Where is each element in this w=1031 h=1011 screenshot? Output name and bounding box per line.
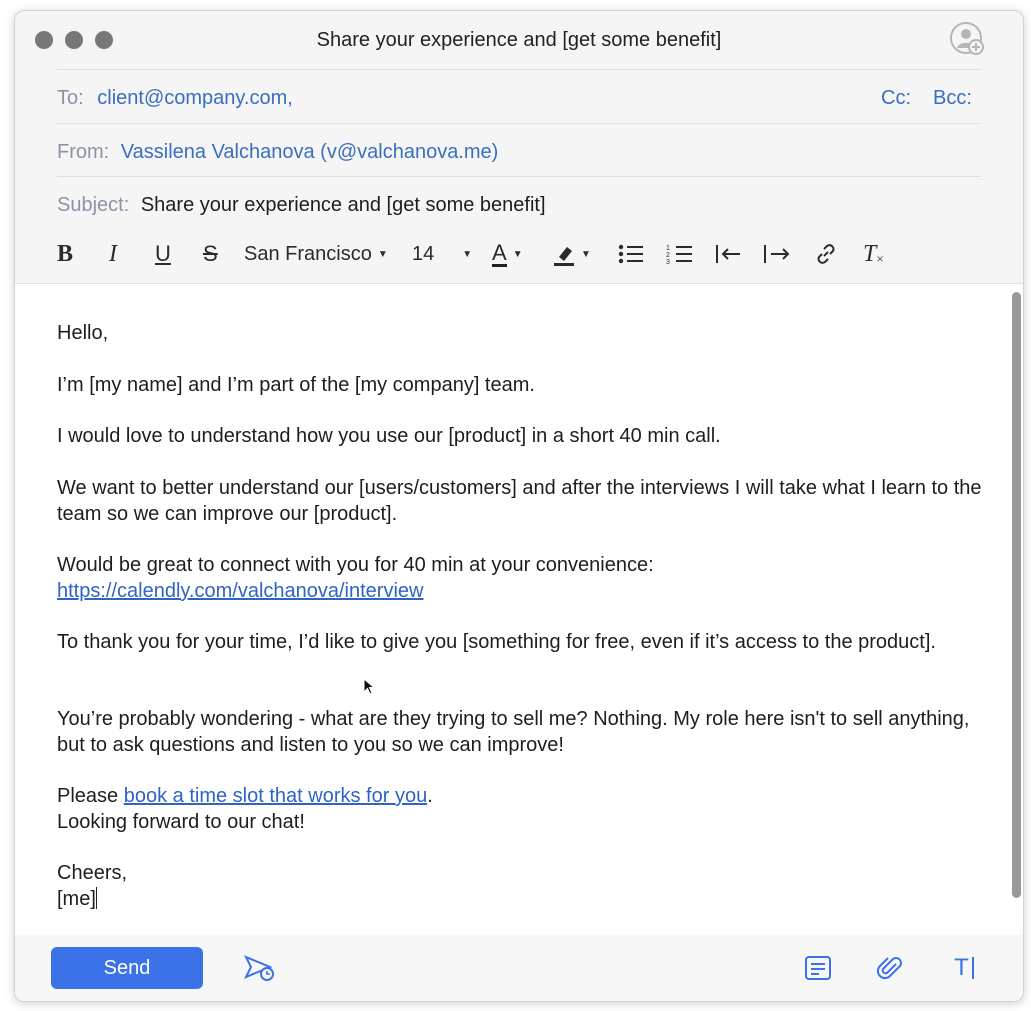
send-later-button[interactable] (243, 951, 277, 985)
bullet-list-icon (617, 242, 645, 266)
templates-button[interactable] (801, 951, 835, 985)
bullet-list-button[interactable] (617, 239, 645, 269)
attach-button[interactable] (873, 951, 907, 985)
paperclip-icon (876, 954, 904, 982)
title-bar (15, 11, 1023, 69)
body-paragraph: I’m [my name] and I’m part of the [my company] team. (57, 374, 535, 396)
body-paragraph: You’re probably wondering - what are they trying to sell me? Nothing. My role here isn't to sell anything, but to ask questions and listen to you so we can improve! (57, 708, 970, 756)
svg-text:2: 2 (666, 252, 670, 259)
insert-link-button[interactable] (813, 239, 839, 269)
compose-footer (15, 935, 1023, 1001)
add-contact-icon[interactable] (949, 21, 985, 57)
connect-text: Would be great to connect with you for 40 min at your convenience: (57, 554, 654, 576)
bcc-button[interactable]: Bcc: (933, 87, 972, 109)
from-row (57, 141, 498, 164)
chevron-down-icon: ▼ (377, 248, 388, 260)
body-paragraph (57, 783, 997, 835)
clear-formatting-icon: T (863, 240, 877, 267)
mouse-pointer-icon (363, 678, 375, 696)
bold-button[interactable]: B (57, 240, 74, 267)
text-color-button[interactable] (492, 239, 523, 269)
numbered-list-button[interactable] (666, 239, 694, 269)
to-row (57, 87, 293, 110)
text-format-icon: T (954, 954, 969, 981)
outdent-button[interactable] (713, 239, 743, 269)
compose-window (14, 10, 1024, 1002)
strikethrough-button[interactable]: S (203, 241, 218, 266)
from-label: From: (57, 141, 110, 163)
send-later-icon (243, 953, 277, 983)
svg-text:1: 1 (666, 245, 670, 252)
clear-formatting-button[interactable] (863, 239, 884, 269)
x-mark-icon: × (876, 251, 884, 266)
from-account-selector[interactable]: Vassilena Valchanova (v@valchanova.me) (120, 141, 499, 163)
body-paragraph: To thank you for your time, I’d like to give you [something for free, even if it’s access to the product]. (57, 631, 936, 653)
book-slot-link[interactable]: book a time slot that works for you (123, 785, 428, 807)
text-color-icon: A (492, 239, 507, 265)
subject-row (57, 194, 546, 217)
cc-button[interactable]: Cc: (881, 87, 911, 109)
to-recipient[interactable]: client@company.com, (97, 87, 293, 109)
font-size-select[interactable] (412, 239, 472, 269)
font-family-select[interactable] (244, 239, 388, 269)
subject-label: Subject: (57, 194, 130, 216)
numbered-list-icon (666, 242, 694, 266)
body-paragraph (57, 552, 997, 604)
signature-text: [me] (57, 888, 96, 910)
svg-text:3: 3 (666, 259, 670, 266)
please-text: Please (57, 785, 124, 807)
outdent-icon (713, 242, 743, 266)
subject-input[interactable]: Share your experience and [get some benefit] (140, 194, 546, 216)
indent-button[interactable] (761, 239, 791, 269)
format-toolbar (15, 229, 1023, 281)
body-greeting: Hello, (57, 322, 109, 344)
indent-icon (761, 242, 791, 266)
body-paragraph: I would love to understand how you use our [product] in a short 40 min call. (57, 425, 721, 447)
italic-button[interactable]: I (109, 240, 117, 267)
highlight-button[interactable] (551, 239, 591, 269)
window-title: Share your experience and [get some benefit] (316, 29, 722, 51)
to-label: To: (57, 87, 84, 109)
template-icon (804, 955, 832, 981)
underline-button[interactable]: U (155, 241, 171, 266)
body-signoff (57, 860, 997, 912)
period-text: . (427, 785, 433, 807)
text-caret (96, 887, 97, 909)
closing-line: Looking forward to our chat! (57, 811, 305, 833)
signoff-text: Cheers, (57, 862, 128, 884)
highlighter-icon (551, 241, 577, 267)
format-toggle-button[interactable] (947, 951, 981, 985)
calendly-link[interactable]: https://calendly.com/valchanova/interview (57, 580, 424, 602)
body-paragraph: We want to better understand our [users/customers] and after the interviews I will take what I learn to the team so we can improve our [product]. (57, 477, 982, 525)
body-scrollbar[interactable] (1012, 292, 1021, 898)
chevron-down-icon: ▼ (512, 248, 523, 260)
send-button[interactable]: Send (51, 947, 203, 989)
link-icon (813, 241, 839, 267)
font-family-value: San Francisco (244, 242, 372, 265)
cursor-bar (972, 957, 974, 979)
font-size-value: 14 (412, 242, 435, 265)
chevron-down-icon: ▼ (462, 248, 473, 260)
message-body[interactable] (15, 283, 1023, 936)
chevron-down-icon: ▼ (581, 248, 591, 260)
